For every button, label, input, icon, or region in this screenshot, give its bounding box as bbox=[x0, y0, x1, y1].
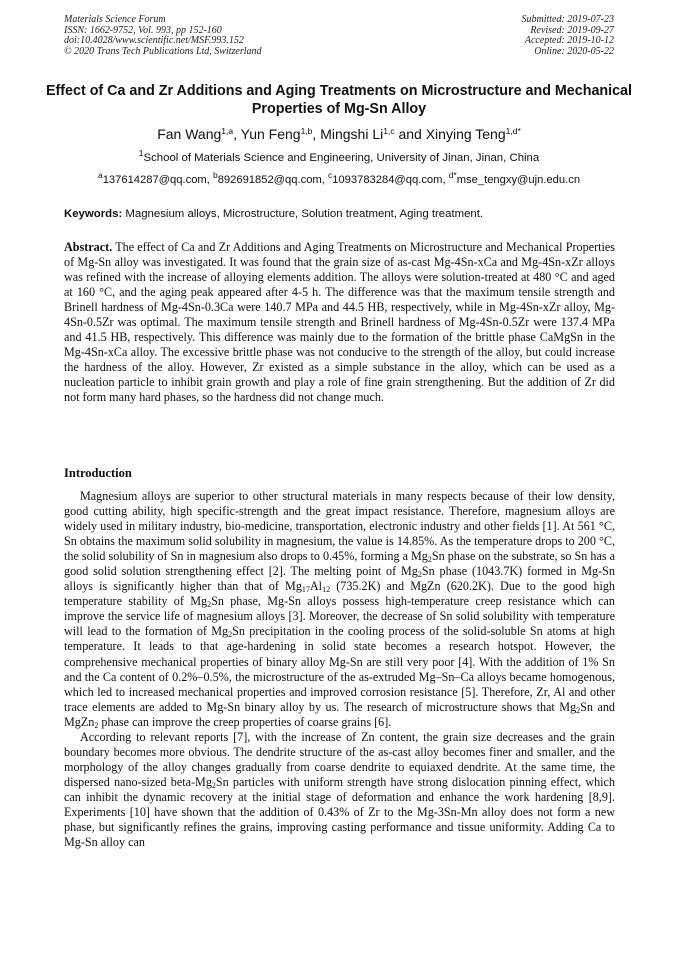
author-name: Mingshi Li bbox=[320, 126, 384, 142]
date-online: Online: 2020-05-22 bbox=[534, 45, 614, 57]
text-run: According to relevant reports [7], with the increase of Zn content, the grain size decreases and the grain boundary becomes more obvious. The dendrite structure of the as-cast alloy becomes finer and smaller, and the morphology of the alloy changes gradually from coarse dendrite to equiaxed dendrite. At the same time, the dispersed nano-sized beta-Mg bbox=[64, 729, 615, 789]
email-superscript: d* bbox=[448, 170, 457, 180]
publication-dates bbox=[522, 15, 615, 57]
email-address: 892691852@qq.com, bbox=[217, 174, 328, 186]
date-submitted: Submitted: 2019-07-23 bbox=[521, 14, 614, 25]
journal-doi: doi:10.4028/www.scientific.net/MSF.993.152 bbox=[64, 35, 244, 47]
email-superscript: c bbox=[327, 170, 333, 180]
chemical-subscript: 2 bbox=[207, 600, 212, 610]
abstract bbox=[64, 240, 615, 406]
email-address: 1093783284@qq.com, bbox=[332, 174, 449, 186]
email-superscript: a bbox=[97, 170, 103, 180]
journal-info bbox=[64, 15, 262, 57]
chemical-subscript: 2 bbox=[427, 555, 432, 565]
text-run: Sn phase (1043.7K) formed in Mg-Sn alloys is significantly higher than that of Mg bbox=[64, 564, 615, 594]
introduction-body bbox=[64, 489, 615, 850]
section-heading-introduction: Introduction bbox=[64, 466, 132, 480]
author-superscript: 1,a bbox=[221, 126, 234, 136]
chemical-subscript: 12 bbox=[322, 585, 331, 595]
abstract-label: Abstract. bbox=[64, 240, 113, 254]
author-superscript: 1,d* bbox=[505, 126, 521, 136]
keywords-label: Keywords: bbox=[64, 208, 123, 220]
affiliation-superscript: 1 bbox=[138, 148, 144, 158]
text-run: Magnesium alloys are superior to other structural materials in many respects because of their low density, good cutting ability, high specific-strength and the great impact resistance. Therefore, magnesium alloys are widely used in military industry, bio-medicine, transportation, electronic industry and other fields [1]. At 561 °C, Sn obtains the maximum solid solubility in magnesium, the value is 14.85%. As the temperature drops to 200 °C, the solid solubility of Sn in magnesium also drops to 0.45%, forming a Mg bbox=[64, 489, 615, 564]
abstract-text: The effect of Ca and Zr Additions and Aging Treatments on Microstructure and Mechanical Properties of Mg-Sn alloy was investigated. It was found that the grain size of as-cast Mg-4Sn-xCa and Mg-4Sn-xZr alloys was refined with the increase of alloying elements addition. The alloys were solution-treated at 480 °C and aged at 160 °C, and the aging peak appeared after 4-5 h. The difference was that the maximum tensile strength and Brinell hardness of Mg-4Sn-0.3Ca were 140.7 MPa and 44.5 HB, respectively, while in Mg-4Sn-xZr alloy, Mg-4Sn-0.5Zr was optimal. The maximum tensile strength and Brinell hardness of Mg-4Sn-0.5Zr were 137.4 MPa and 41.5 HB, respectively. This difference was mainly due to the formation of the brittle phase CaMgSn in the Mg-4Sn-xCa alloy. The excessive brittle phase was not conducive to the strength of the alloy, but could increase the hardness of the alloy. However, Zr existed as a simple substance in the alloy, which can be used as a nucleation particle to inhibit grain growth and play a role of fine grain strengthening. But the addition of Zr did not form many hard phases, so the hardness did not change much. bbox=[64, 240, 615, 405]
author-superscript: 1,b bbox=[300, 126, 313, 136]
keywords-text: Magnesium alloys, Microstructure, Solution treatment, Aging treatment. bbox=[122, 208, 484, 220]
date-accepted: Accepted: 2019-10-12 bbox=[524, 35, 614, 47]
author-name: Yun Feng bbox=[240, 126, 301, 142]
journal-copyright: © 2020 Trans Tech Publications Ltd, Switzerland bbox=[64, 45, 262, 57]
email-address: mse_tengxy@ujn.edu.cn bbox=[456, 174, 581, 186]
author-name: Fan Wang bbox=[157, 126, 222, 142]
chemical-subscript: 2 bbox=[211, 780, 216, 790]
chemical-subscript: 2 bbox=[94, 720, 99, 730]
introduction-paragraph bbox=[64, 730, 615, 850]
author-emails bbox=[0, 170, 678, 187]
keywords bbox=[64, 207, 616, 221]
journal-name: Materials Science Forum bbox=[64, 14, 166, 25]
text-run: phase can improve the creep properties of coarse grains [6]. bbox=[98, 714, 392, 729]
author-separator: , bbox=[233, 126, 241, 142]
text-run: Sn phase on the substrate, so Sn has a good solid solution strengthening effect [2]. The melting point of Mg bbox=[64, 549, 615, 579]
affiliation-text: School of Materials Science and Engineering, University of Jinan, Jinan, China bbox=[143, 152, 540, 164]
text-run: Al bbox=[309, 579, 323, 594]
author-name: Xinying Teng bbox=[425, 126, 506, 142]
chemical-subscript: 2 bbox=[576, 705, 581, 715]
author-separator: , bbox=[312, 126, 321, 142]
chemical-subscript: 17 bbox=[301, 585, 310, 595]
affiliation bbox=[0, 148, 678, 165]
text-run: Sn phase, Mg-Sn alloys possess high-temperature creep resistance which can improve the service life of magnesium alloys [3]. Moreover, the decrease of Sn solid solubility with temperature will lead to the formation of Mg bbox=[64, 594, 615, 639]
text-run: Sn precipitation in the cooling process of the solid-soluble Sn atoms at high temperature. It leads to that age-hardening in solid state becomes a research hotspot. However, the comprehensive mechanical properties of binary alloy Mg-Sn are still very poor [4]. With the addition of 1% Sn and the Ca content of 0.2%–0.5%, the microstructure of the as-extruded Mg–Sn–Ca alloys became homogenous, which led to increased mechanical properties and improved corrosion resistance [5]. Therefore, Zr, Al and other trace elements are added to Mg-Sn binary alloy by us. The research of microstructure shows that Mg bbox=[64, 624, 615, 714]
text-run: Sn particles with uniform strength have strong dislocation pinning effect, which can inhibit the dynamic recovery at the initial stage of deformation and enhance the work hardening [8,9]. Experiments [10] have shown that the addition of 0.43% of Zr to the Mg-3Sn-Mn alloy does not form a new phase, but significantly refines the grains, improving casting performance and tissue uniformity. Adding Ca to Mg-Sn alloy can bbox=[64, 774, 615, 850]
chemical-subscript: 2 bbox=[417, 570, 422, 580]
author-list bbox=[0, 125, 678, 143]
email-superscript: b bbox=[212, 170, 218, 180]
paper-title: Effect of Ca and Zr Additions and Aging Treatments on Microstructure and Mechanical Properties of Mg-Sn Alloy bbox=[46, 83, 632, 117]
author-separator: and bbox=[394, 126, 426, 142]
email-address: 137614287@qq.com, bbox=[102, 174, 213, 186]
author-superscript: 1,c bbox=[383, 126, 395, 136]
journal-issn: ISSN: 1662-9752, Vol. 993, pp 152-160 bbox=[64, 24, 222, 36]
text-run: (735.2K) and MgZn (620.2K). Due to the good high temperature stability of Mg bbox=[64, 579, 615, 609]
chemical-subscript: 2 bbox=[228, 630, 233, 640]
introduction-paragraph bbox=[64, 489, 615, 730]
date-revised: Revised: 2019-09-27 bbox=[530, 24, 614, 36]
text-run: Sn and MgZn bbox=[64, 699, 615, 729]
